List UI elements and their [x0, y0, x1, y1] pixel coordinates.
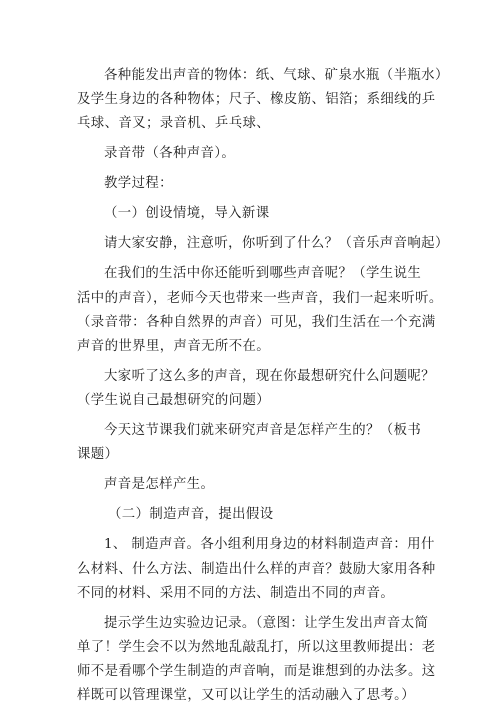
text-line: 提示学生边实验边记录。（意图：让学生发出声音太简 [104, 615, 429, 631]
text-line: 录音带（各种声音）。 [104, 146, 236, 162]
text-line: 请大家安静，注意听，你听到了什么？（音乐声音响起） [104, 236, 449, 252]
text-line: 1、 制造声音。各小组利用身边的材料制造声音：用什 [104, 537, 435, 553]
paragraph [77, 533, 448, 606]
text-line: 及学生身边的各种物体；尺子、橡皮筋、铝箔；系细线的乒 [77, 92, 436, 108]
text-line: （一）创设情境，导入新课 [104, 206, 270, 222]
text-line: 么材料、什么方法、制造出什么样的声音？鼓励大家用各种 [77, 561, 436, 577]
paragraph [77, 232, 448, 256]
text-line: 课题） [77, 447, 119, 463]
text-line: （二）制造声音，提出假设 [108, 507, 274, 523]
text-line: 样既可以管理课堂，又可以让学生的活动融入了思考。） [77, 688, 416, 704]
text-line: 乓球、音叉；录音机、乒乓球、 [77, 116, 271, 132]
text-line: 教学过程： [104, 176, 173, 192]
text-line: 活中的声音），老师今天也带来一些声音，我们一起来听听。 [77, 290, 443, 306]
text-line: 不同的材料、采用不同的方法、制造出不同的声音。 [77, 585, 395, 601]
paragraph [77, 612, 448, 709]
lesson-plan-text [77, 64, 448, 709]
paragraph [77, 262, 448, 359]
text-line: 在我们的生活中你还能听到哪些声音呢？（学生说生 [104, 266, 422, 282]
paragraph [77, 365, 448, 413]
text-line: （录音带：各种自然界的声音）可见，我们生活在一个充满 [77, 314, 436, 330]
paragraph [77, 202, 448, 226]
text-line: 各种能发出声音的物体：纸、气球、矿泉水瓶（半瓶水） [104, 68, 449, 83]
text-line: 声音是怎样产生。 [104, 477, 215, 493]
paragraph [77, 64, 448, 137]
paragraph [77, 419, 448, 467]
text-line: （学生说自己最想研究的问题） [77, 393, 271, 409]
paragraph [77, 503, 448, 527]
text-line: 今天这节课我们就来研究声音是怎样产生的？（板书 [104, 423, 422, 439]
paragraph [77, 142, 448, 166]
paragraph [77, 473, 448, 497]
text-line: 师不是看哪个学生制造的声音响，而是谁想到的办法多。这 [77, 664, 436, 680]
text-line: 声音的世界里，声音无所不在。 [77, 339, 271, 355]
paragraph [77, 172, 448, 196]
text-line: 大家听了这么多的声音，现在你最想研究什么问题呢？ [104, 369, 435, 385]
text-line: 单了！学生会不以为然地乱敲乱打，所以这里教师提出：老 [77, 640, 436, 656]
